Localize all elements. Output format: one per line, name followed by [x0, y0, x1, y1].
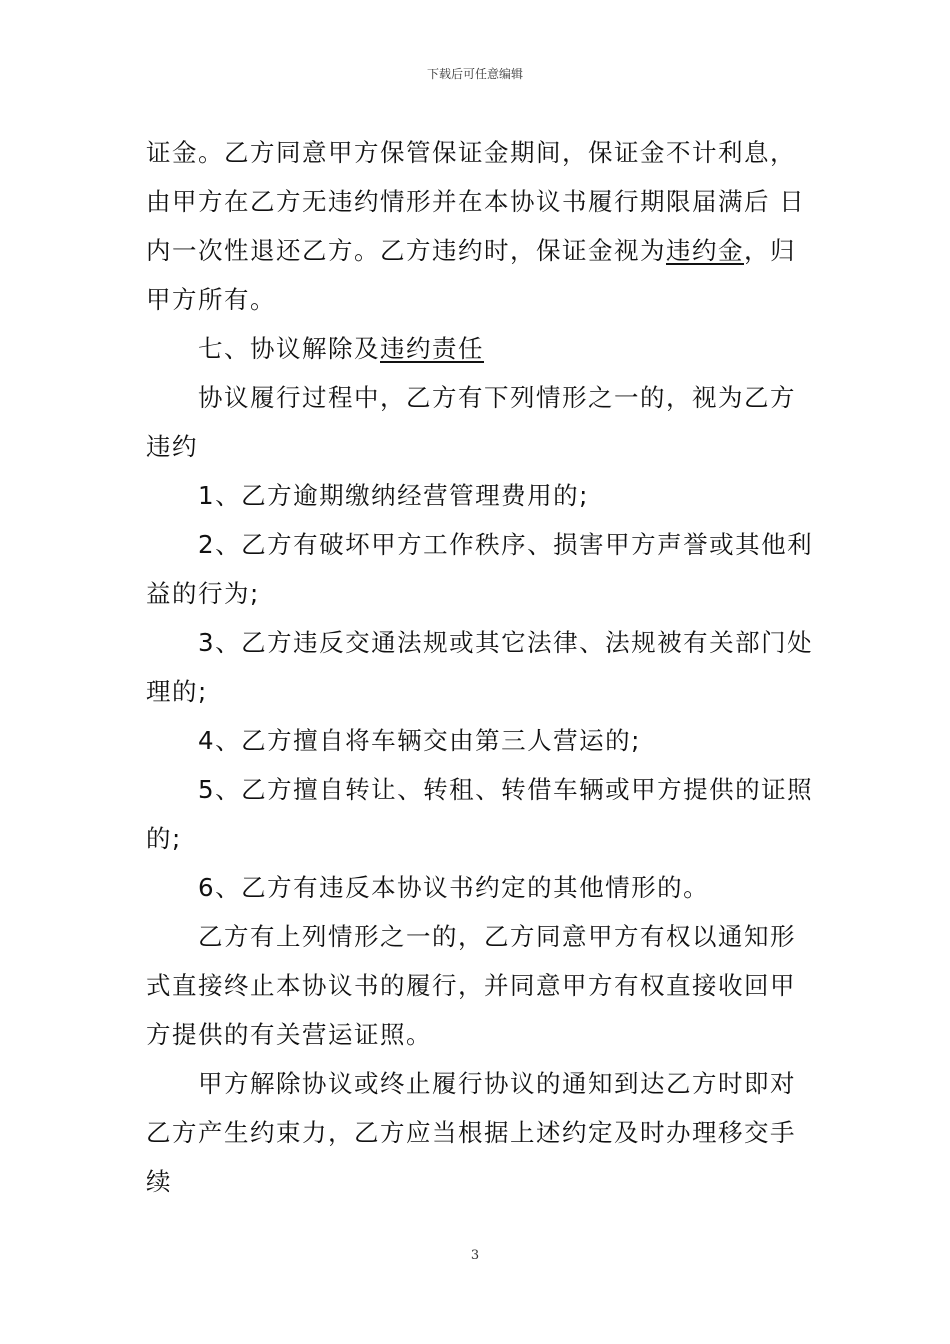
text-line: 甲方所有。	[146, 285, 276, 314]
text-line: 式直接终止本协议书的履行，并同意甲方有权直接收回甲	[146, 971, 796, 1000]
text-line: 续	[146, 1167, 172, 1196]
text-segment: 七、协议解除及	[146, 334, 380, 363]
text-line	[146, 226, 806, 275]
list-item: 3、乙方违反交通法规或其它法律、法规被有关部门处	[146, 628, 814, 657]
text-line: 协议履行过程中，乙方有下列情形之一的，视为乙方	[146, 383, 796, 412]
text-segment: ，归	[744, 236, 796, 265]
page-number: 3	[470, 1248, 480, 1263]
page-header: 下载后可任意编辑	[426, 67, 523, 81]
text-line: 违约	[146, 432, 198, 461]
text-line: 甲方解除协议或终止履行协议的通知到达乙方时即对	[146, 1069, 796, 1098]
list-item: 4、乙方擅自将车辆交由第三人营运的;	[146, 726, 641, 755]
text-line: 由甲方在乙方无违约情形并在本协议书履行期限届满后 日	[146, 187, 806, 216]
list-item: 1、乙方逾期缴纳经营管理费用的;	[146, 481, 589, 510]
text-line: 乙方有上列情形之一的，乙方同意甲方有权以通知形	[146, 922, 796, 951]
list-item: 5、乙方擅自转让、转租、转借车辆或甲方提供的证照	[146, 775, 814, 804]
document-body	[146, 128, 814, 1206]
text-segment: 内一次性退还乙方。乙方违约时，保证金视为	[146, 236, 666, 265]
text-line: 方提供的有关营运证照。	[146, 1020, 432, 1049]
list-item: 6、乙方有违反本协议书约定的其他情形的。	[146, 873, 710, 902]
section-heading	[146, 324, 806, 373]
text-line: 理的;	[146, 677, 208, 706]
text-line: 证金。乙方同意甲方保管保证金期间，保证金不计利息，	[146, 138, 796, 167]
list-item: 2、乙方有破坏甲方工作秩序、损害甲方声誉或其他利	[146, 530, 814, 559]
underlined-term: 违约责任	[380, 334, 484, 363]
text-line: 乙方产生约束力，乙方应当根据上述约定及时办理移交手	[146, 1118, 796, 1147]
underlined-term: 违约金	[666, 236, 744, 265]
text-line: 益的行为;	[146, 579, 260, 608]
text-line: 的;	[146, 824, 182, 853]
